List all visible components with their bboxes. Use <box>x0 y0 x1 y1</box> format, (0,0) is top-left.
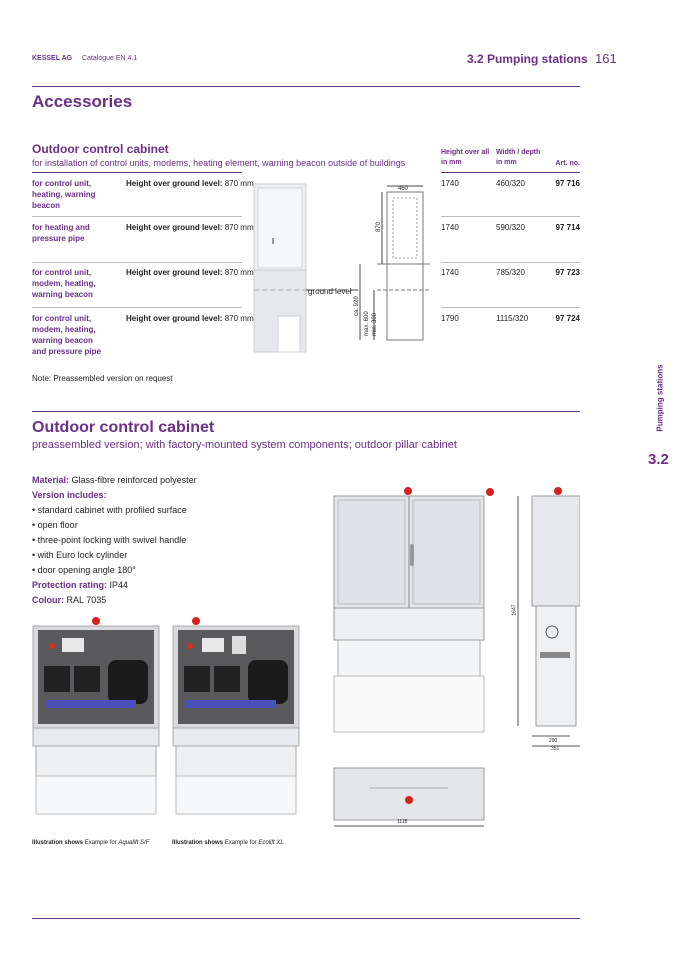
dim-height-1647: 1647 <box>511 604 518 616</box>
dim-width-1115: 1115 <box>397 819 408 825</box>
cabinet-top-view <box>330 766 486 832</box>
row3-height-ground: Height over ground level: 870 mm <box>126 268 254 277</box>
catalogue-label: Catalogue EN 4.1 <box>82 55 138 62</box>
cabinet-front-view <box>330 486 486 736</box>
row2-height-ground: Height over ground level: 870 mm <box>126 223 254 232</box>
row1-width: 460/320 <box>496 179 525 188</box>
company-name: KESSEL AG <box>32 55 73 62</box>
row2-name: for heating and pressure pipe <box>32 223 90 243</box>
page-title: Accessories <box>32 92 133 111</box>
row4-art: 97 724 <box>555 314 580 323</box>
dim-depth3: min. 300 <box>372 312 378 336</box>
side-tab-label: Pumping stations <box>655 364 665 432</box>
col-header-art: Art. no. <box>555 160 580 167</box>
row2-height: 1740 <box>441 223 459 232</box>
section-title: 3.2 Pumping stations <box>467 52 588 66</box>
ground-level-label: ground level <box>308 287 352 296</box>
dim-height: 870 <box>376 221 382 232</box>
col-header-width: Width / depth in mm <box>496 149 541 166</box>
row3-width: 785/320 <box>496 268 525 277</box>
row4-height-ground: Height over ground level: 870 mm <box>126 314 254 323</box>
row3-art: 97 723 <box>555 268 580 277</box>
row2-width: 590/320 <box>496 223 525 232</box>
dim-width: 460 <box>398 186 409 192</box>
row1-height: 1740 <box>441 179 459 188</box>
section2-subtitle: preassembled version; with factory-mounted system components; outdoor pillar cabinet <box>32 439 457 451</box>
note: Note: Preassembled version on request <box>32 374 173 383</box>
dim-depth-351: 351 <box>551 746 560 752</box>
cabinet-photo-ecolift <box>172 616 302 816</box>
row4-height: 1790 <box>441 314 459 323</box>
cabinet-side-view <box>510 486 580 756</box>
side-tab-number: 3.2 <box>648 451 669 468</box>
footer-rule <box>32 918 580 919</box>
row1-height-ground: Height over ground level: 870 mm <box>126 179 254 188</box>
section-rule <box>32 411 580 412</box>
row3-name: for control unit, modem, heating, warning beacon <box>32 268 96 299</box>
col-header-height: Height over all in mm <box>441 149 490 166</box>
row1-name: for control unit, heating, warning beacon <box>32 179 96 210</box>
section1-title: Outdoor control cabinet <box>32 142 169 156</box>
page-number: 161 <box>595 51 617 66</box>
dim-depth2: max. 600 <box>364 311 370 336</box>
row4-width: 1115/320 <box>496 314 529 323</box>
cabinet-photo-aqualift <box>32 616 162 816</box>
row1-art: 97 716 <box>555 179 580 188</box>
caption-ecolift: Illustration shows Example for Ecolift XL <box>172 840 284 846</box>
row3-height: 1740 <box>441 268 459 277</box>
row4-name: for control unit, modem, heating, warning beacon and pressure pipe <box>32 314 101 356</box>
header-rule <box>32 86 580 87</box>
dim-depth1: ca. 920 <box>354 296 360 316</box>
row2-art: 97 714 <box>555 223 580 232</box>
caption-aqualift: Illustration shows Example for Aqualift S/F <box>32 840 150 846</box>
dim-depth-290: 290 <box>549 738 558 744</box>
section2-title: Outdoor control cabinet <box>32 419 215 436</box>
section1-subtitle: for installation of control units, modems, heating element, warning beacon outside of buildings <box>32 158 406 168</box>
spec-list: Material: Glass-fibre reinforced polyester Version includes: • standard cabinet with profiled surface • open floor • three-point locking with swivel handle • with Euro lock cylinder • door opening angle 180° Protection rating: IP44 Colour: RAL 7035 <box>32 473 197 608</box>
warning-beacon-icon <box>483 486 497 500</box>
cabinet-drawing <box>250 178 440 356</box>
